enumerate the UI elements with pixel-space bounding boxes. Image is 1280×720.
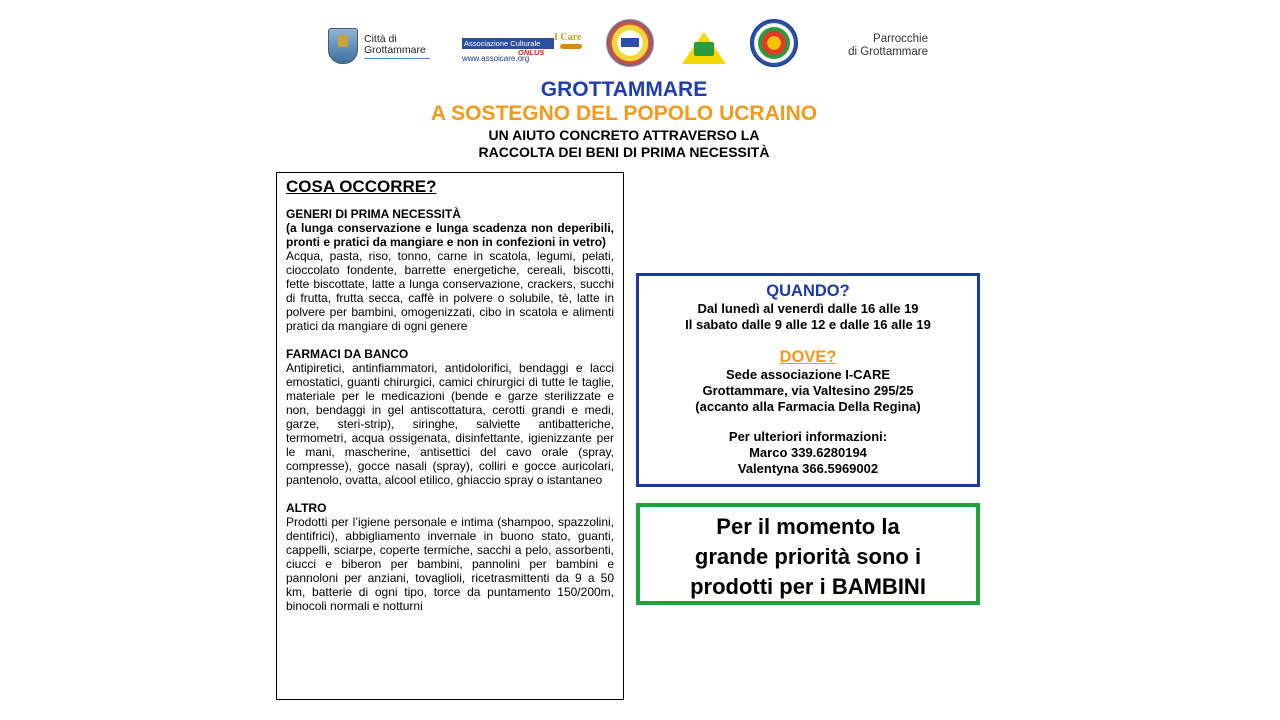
- misericordie-triangle-icon: [682, 32, 726, 64]
- misericordie-logo: [682, 28, 726, 68]
- needs-heading: COSA OCCORRE?: [286, 177, 437, 196]
- icare-onlus: ONLUS: [518, 48, 545, 57]
- icare-swoosh-icon: [560, 44, 582, 49]
- where-line2: Grottammare, via Valtesino 295/25: [702, 383, 914, 398]
- icare-brand: I Care: [554, 32, 582, 43]
- when-line2: Il sabato dalle 9 alle 12 e dalle 16 alle 19: [685, 317, 931, 332]
- parrocchie-line2: di Grottammare: [848, 46, 928, 58]
- bird-logo: [750, 23, 798, 63]
- where-line3: (accanto alla Farmacia Della Regina): [695, 399, 921, 414]
- contact-line2: Valentyna 366.5969002: [737, 461, 879, 476]
- page-subtitle: A SOSTEGNO DEL POPOLO UCRAINO: [430, 102, 818, 125]
- citta-logo-text: [364, 34, 430, 59]
- coat-of-arms-icon: [328, 28, 358, 64]
- when-line1: Dal lunedì al venerdì dalle 16 alle 19: [697, 301, 919, 316]
- where-heading: DOVE?: [779, 348, 837, 366]
- citta-label-line1: Città di: [364, 32, 397, 45]
- marche-logo: [606, 23, 654, 63]
- parrocchie-line1: Parrocchie: [873, 33, 928, 45]
- parrocchie-logo: [822, 26, 928, 66]
- section-title: GENERI DI PRIMA NECESSITÀ: [286, 207, 461, 221]
- bird-emblem-icon: [750, 19, 798, 67]
- page-title: GROTTAMMARE: [540, 78, 708, 101]
- contact-heading: Per ulteriori informazioni:: [728, 429, 888, 444]
- section-title: ALTRO: [286, 501, 327, 515]
- section-body: Acqua, pasta, riso, tonno, carne in scatola, legumi, pelati, cioccolato fondente, barrette energetiche, cereali, biscotti, fette biscottate, latte a lunga conservazione, crackers, succhi di frutta, frutta secca, caffè in polvere o solubile, tè, latte in polvere per bambini, omogenizzati, cibo in scatola e alimenti pratici da mangiare di ogni genere: [286, 249, 614, 333]
- priority-box: [636, 503, 980, 605]
- tagline-line2: RACCOLTA DEI BENI DI PRIMA NECESSITÀ: [478, 144, 770, 160]
- needs-section-other: [286, 501, 614, 613]
- section-body: Prodotti per l’igiene personale e intima (shampoo, spazzolini, dentifrici), abbigliamento invernale in buono stato, guanti, cappelli, sciarpe, coperte termiche, sacchi a pelo, assorbenti, ciucci e biberon per bambini, pannolini per bambini e pannoloni per anziani, tovaglioli, ricetrasmittenti da 9 a 50 km, batterie di ogni tipo, torce da puntamento 150/200m, binocoli normali e notturni: [286, 515, 614, 613]
- priority-line2: grande priorità sono i: [694, 544, 922, 569]
- section-body: Antipiretici, antinfiammatori, antidolorifici, bendaggi e lacci emostatici, guanti chirurgici, camici chirurgici di tutte le taglie, materiale per le medicazioni (bende e garze sterilizzate e non, bendaggi in gel antiscottatura, cerotti grandi e medi, garze, steri-strip), siringhe, salviette antibatteriche, termometri, acqua ossigenata, disinfettante, igienizzante per le mani, mascherine, antisettici del cavo orale (spray, compresse), gocce nasali (spray), colliri e gocce auricolari, pantenolo, ovatta, alcool etilico, ghiaccio spray o istantaneo: [286, 361, 614, 487]
- citta-label-line2: Grottammare: [364, 43, 426, 56]
- citta-underline: [364, 58, 430, 59]
- info-box: [636, 273, 980, 487]
- needs-section-medicines: [286, 347, 614, 487]
- priority-line1: Per il momento la: [716, 514, 900, 539]
- priority-line3: prodotti per i BAMBINI: [690, 574, 926, 599]
- section-subtitle: (a lunga conservazione e lunga scadenza non deperibili, pronti e pratici da mangiare e non in confezioni in vetro): [286, 221, 614, 249]
- marche-emblem-icon: [606, 19, 654, 67]
- icare-logo: [462, 26, 586, 66]
- needs-section-food: [286, 207, 614, 333]
- page-tagline: [0, 127, 1248, 161]
- tagline-line1: UN AIUTO CONCRETO ATTRAVERSO LA: [488, 127, 760, 143]
- where-line1: Sede associazione I-CARE: [726, 367, 890, 382]
- icare-url: www.assoicare.org: [462, 54, 530, 63]
- logo-bar: [328, 26, 928, 66]
- needs-box: [276, 172, 624, 700]
- citta-grottammare-logo: [328, 26, 430, 66]
- when-heading: QUANDO?: [766, 282, 850, 300]
- contact-line1: Marco 339.6280194: [749, 445, 867, 460]
- icare-band: Associazione Culturale: [462, 38, 554, 49]
- section-title: FARMACI DA BANCO: [286, 347, 409, 361]
